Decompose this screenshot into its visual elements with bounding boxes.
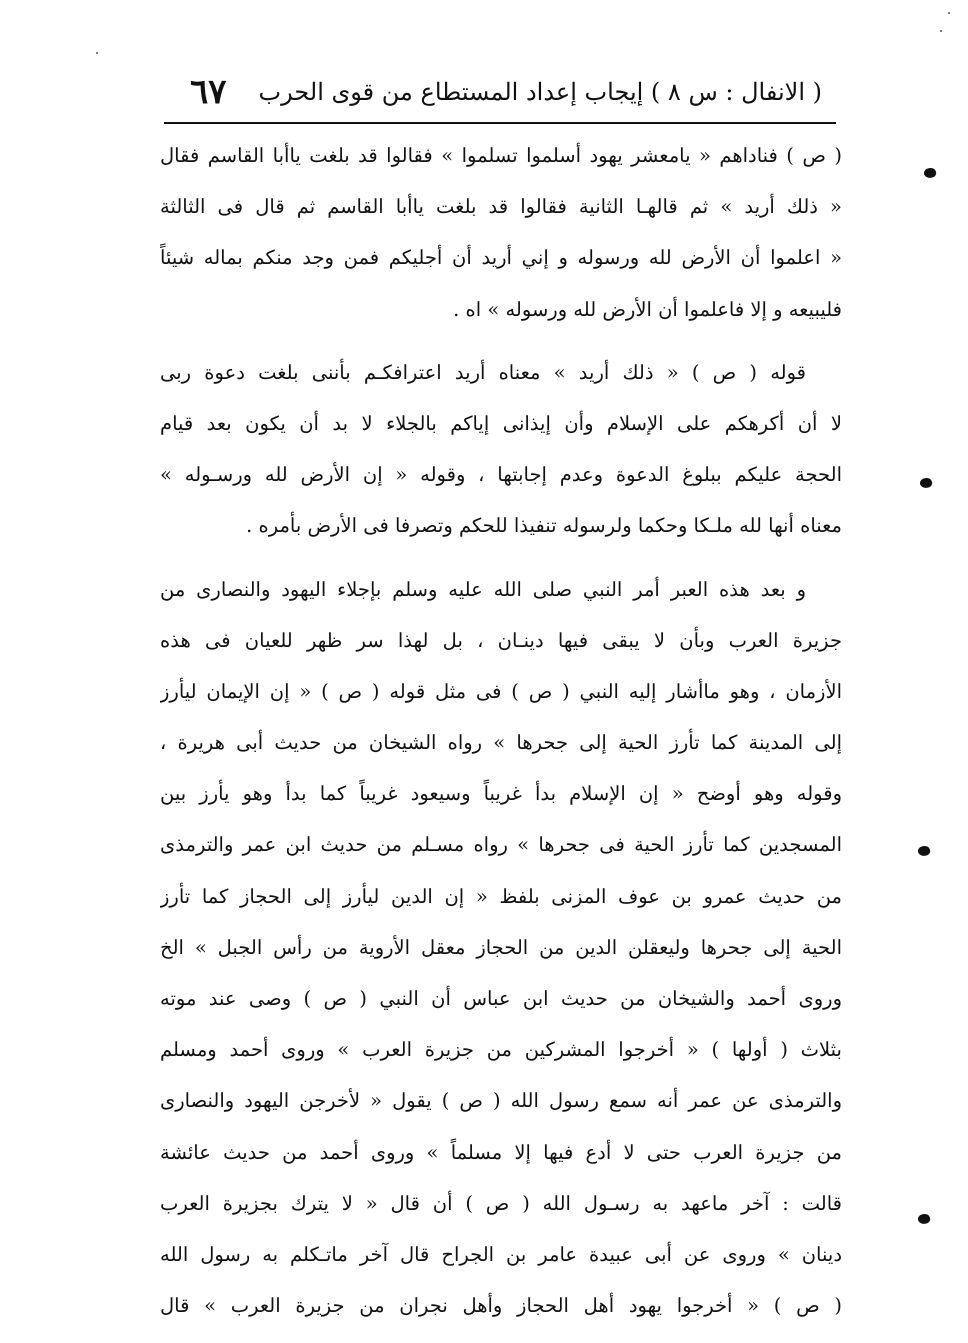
text-line: إلى المدينة كما تأرز الحية إلى جحرها » رواه الشيخان من حديث أبى هريرة ، <box>160 731 842 755</box>
text-line: الحية إلى جحرها وليعقلن الدين من الحجاز معقل الأروية من رأس الجبل » الخ <box>160 935 842 959</box>
text-line: و بعد هذه العبر أمر النبي صلى الله عليه وسلم بإجلاء اليهود والنصارى من <box>160 577 806 601</box>
text-line: من جزيرة العرب حتى لا أدع فيها إلا مسلماً » وروى أحمد من حديث عائشة <box>160 1140 842 1164</box>
text-line: والترمذى عن عمر أنه سمع رسول الله ( ص ) يقول « لأخرجن اليهود والنصارى <box>160 1089 842 1113</box>
text-line: « اعلموا أن الأرض لله ورسوله و إني أريد أن أجليكم فمن وجد منكم بماله شيئاً <box>160 246 842 270</box>
text-line: فليبيعه و إلا فاعلموا أن الأرض لله ورسوله » اه . <box>453 297 842 321</box>
text-line: دينان » وروى عن أبى عبيدة عامر بن الجراح قال آخر ماتـكلم به رسول الله <box>160 1242 842 1266</box>
header-rule <box>164 122 836 124</box>
binding-hole-mark <box>917 1212 932 1225</box>
paragraph-3 <box>160 564 842 1332</box>
text-line: من حديث عمرو بن عوف المزنى بلفظ « إن الدين ليأرز إلى الحجاز كما تأرز <box>160 884 842 908</box>
text-line: « ذلك أريد » ثم قالهـا الثانية فقالوا قد بلغت ياأبا القاسم ثم قال فى الثالثة <box>160 195 842 219</box>
page-header <box>160 72 840 116</box>
text-line: جزيرة العرب وبأن لا يبقى فيها دينـان ، بل لهذا سر ظهر للعيان فى هذه <box>160 628 842 652</box>
text-line: المسجدين كما تأرز الحية فى جحرها » رواه مسـلم من حديث ابن عمر والترمذى <box>160 833 842 857</box>
text-line: الحجة عليكم ببلوغ الدعوة وعدم إجابتها ، وقوله « إن الأرض لله ورسـوله » <box>160 463 842 487</box>
binding-hole-mark <box>923 166 938 179</box>
text-line: وروى أحمد والشيخان من حديث ابن عباس أن النبي ( ص ) وصى عند موته <box>160 987 842 1010</box>
page-number: ٦٧ <box>190 72 227 112</box>
text-line: ( ص ) « أخرجوا يهود أهل الحجاز وأهل نجران من جزيرة العرب » قال <box>160 1294 842 1318</box>
text-line: لا أن أكرهكم على الإسلام وأن إيذانى إياكم بالجلاء لا بد أن يكون بعد قيام <box>160 411 842 435</box>
running-title: ( الانفال : س ٨ ) إيجاب إعداد المستطاع من قوى الحرب <box>258 78 822 106</box>
text-line: الأزمان ، وهو ماأشار إليه النبي ( ص ) فى مثل قوله ( ص ) « إن الإيمان ليأرز <box>160 679 842 703</box>
text-line: قوله ( ص ) « ذلك أريد » معناه أريد اعترافكـم بأننى بلغت دعوة ربى <box>160 360 806 384</box>
text-line: وقوله وهو أوضح « إن الإسلام بدأ غريباً وسيعود غريباً كما بدأ وهو يأرز بين <box>160 782 842 806</box>
body-text <box>160 130 842 1331</box>
text-line: ( ص ) فناداهم « يامعشر يهود أسلموا تسلموا » فقالوا قد بلغت ياأبا القاسم فقال <box>160 144 842 167</box>
paragraph-gap <box>160 552 842 564</box>
binding-hole-mark <box>917 844 932 857</box>
scan-speck <box>940 30 942 32</box>
paragraph-2 <box>160 347 842 552</box>
text-line: قالت : آخر ماعهد به رسـول الله ( ص ) أن قال « لا يترك بجزيرة العرب <box>160 1191 842 1215</box>
scan-speck <box>96 52 98 54</box>
text-line: بثلاث ( أولها ) « أخرجوا المشركين من جزيرة العرب » وروى أحمد ومسلم <box>160 1038 842 1062</box>
text-line: معناه أنها لله ملـكا وحكما ولرسوله تنفيذا للحكم وتصرفا فى الأرض بأمره . <box>246 514 842 538</box>
paragraph-1 <box>160 130 842 335</box>
scan-speck <box>948 12 950 14</box>
paragraph-gap <box>160 335 842 347</box>
binding-hole-mark <box>919 476 934 489</box>
